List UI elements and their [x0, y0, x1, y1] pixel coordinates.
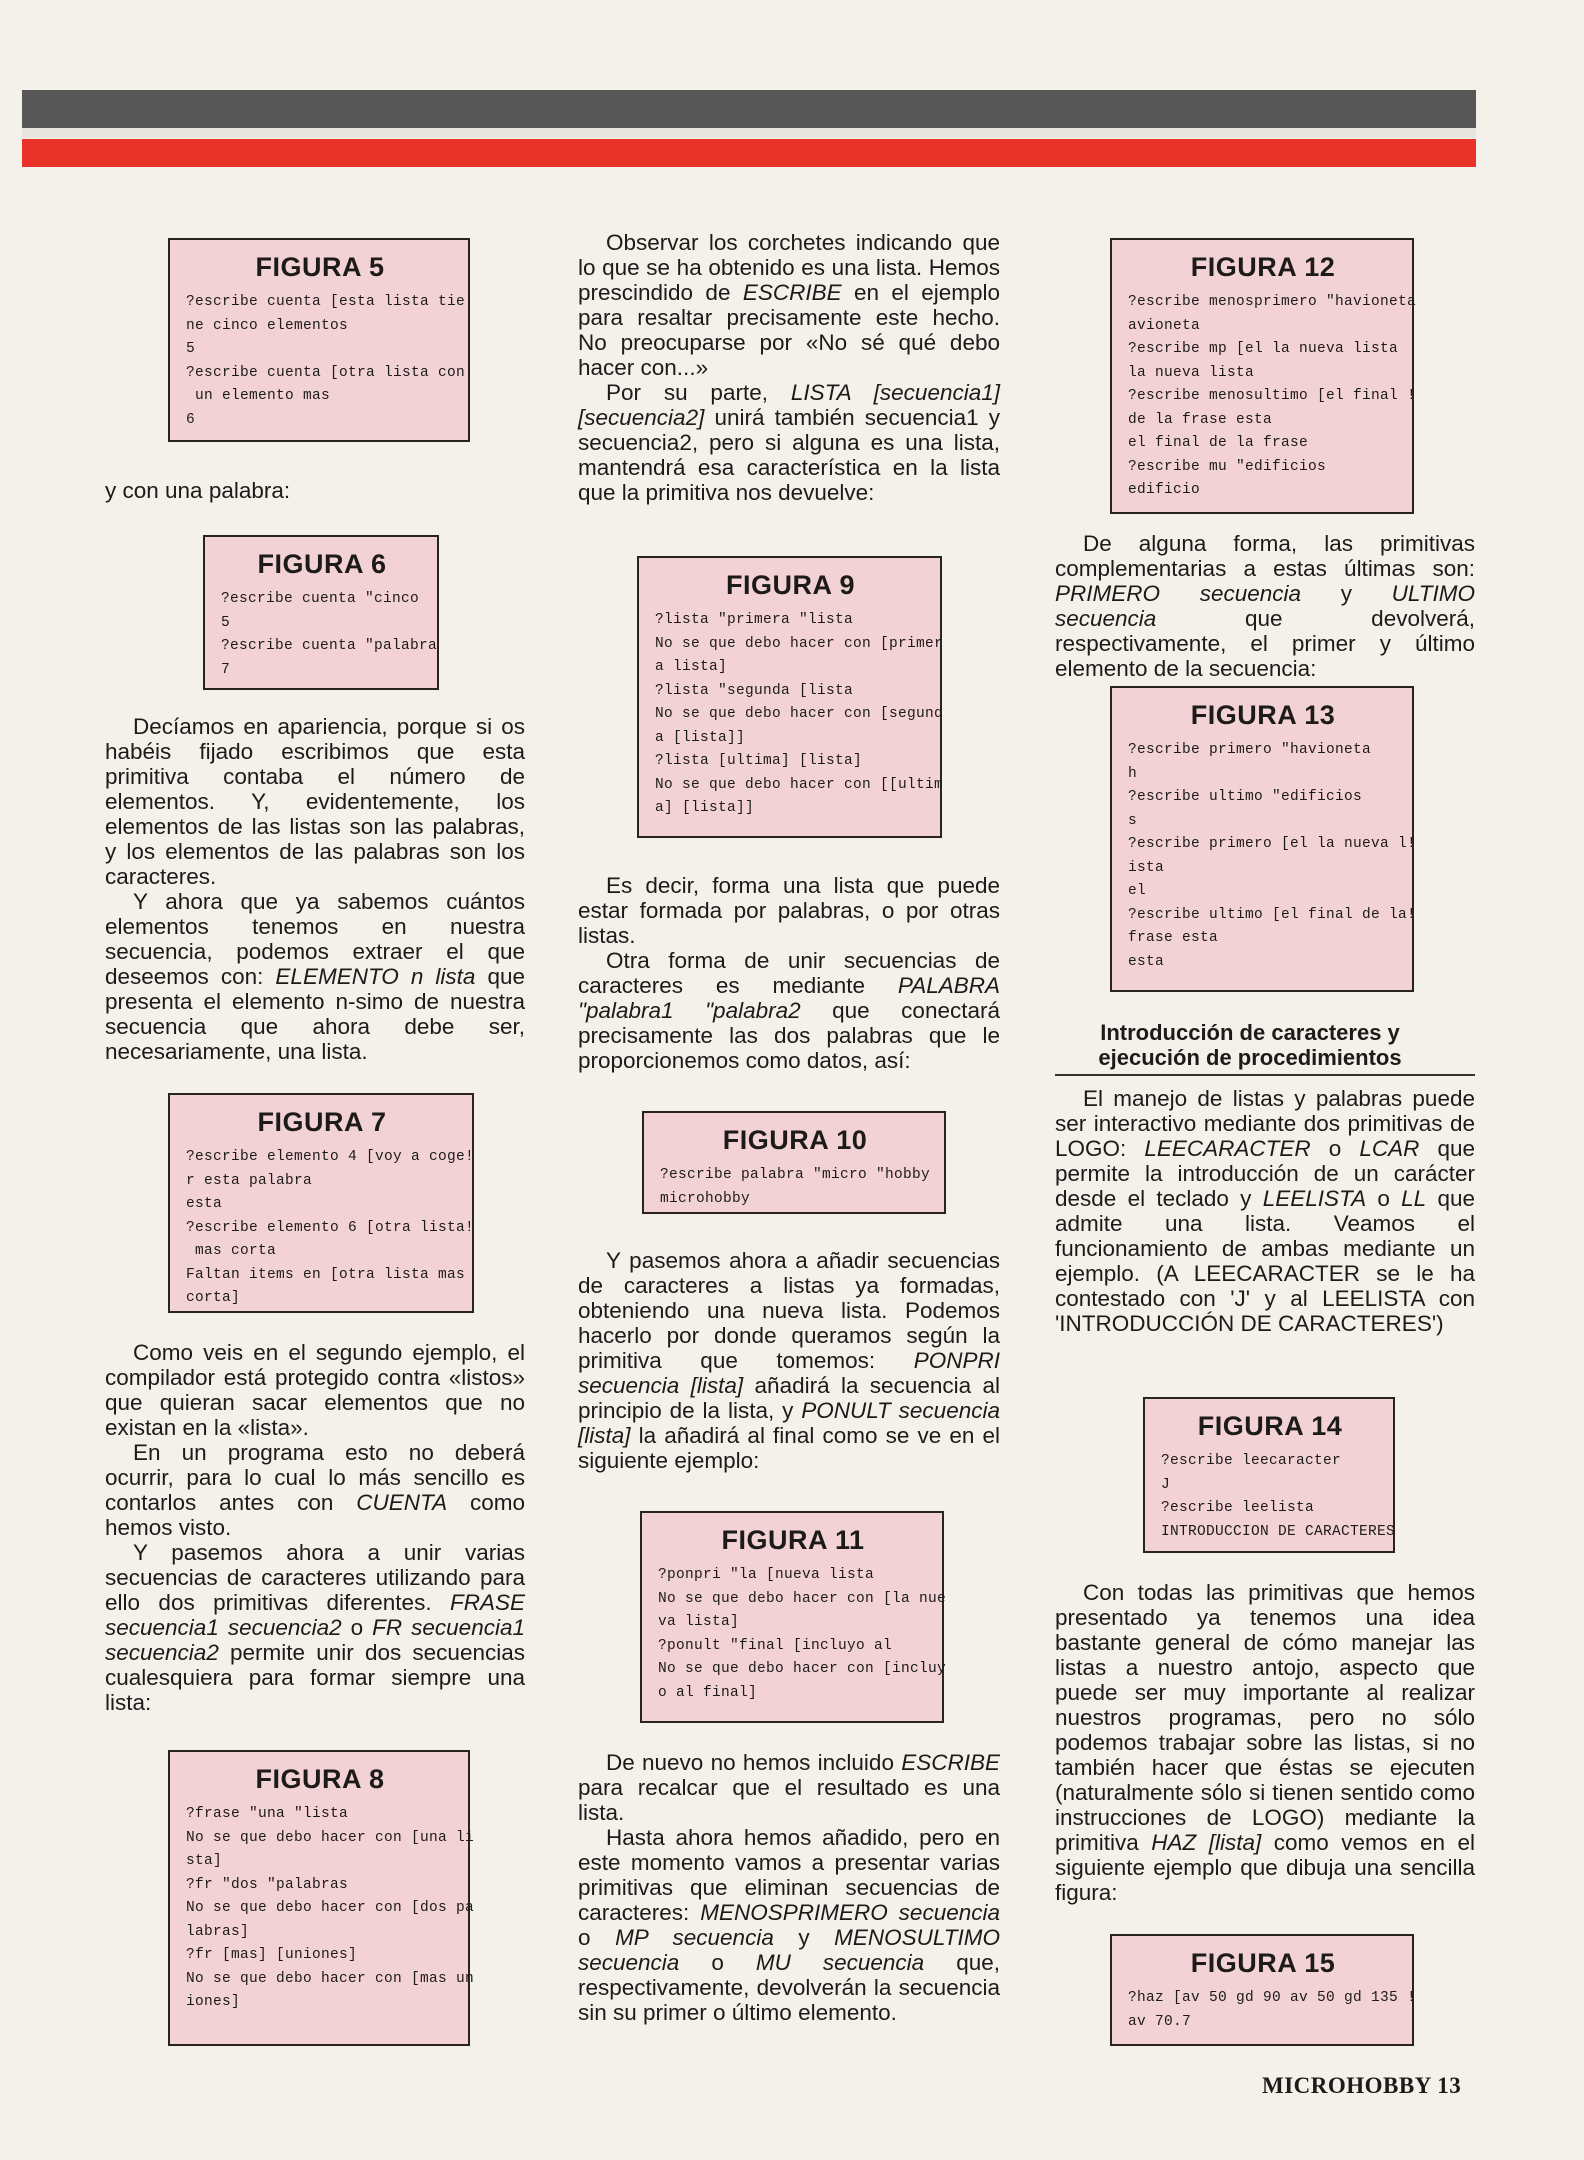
figure-title: FIGURA 14: [1197, 1411, 1343, 1441]
magazine-name: MICROHOBBY: [1262, 2073, 1431, 2098]
paragraph: Observar los corchetes indicando que lo que se ha obtenido es una lista. Hemos prescindido de ESCRIBE en el ejemplo para resaltar precisamente este hecho. No preocuparse por «No sé qué debo hacer con...»: [578, 230, 1000, 380]
header-band-gap: [0, 90, 22, 167]
figure-8: [168, 1750, 475, 2046]
header-band-light: [0, 128, 1476, 138]
paragraph: y con una palabra:: [105, 478, 291, 503]
paragraph: Otra forma de unir secuencias de caracteres es mediante PALABRA "palabra1 "palabra2 que conectará precisamente las dos palabras que le proporcionemos como datos, así:: [578, 948, 1000, 1073]
figure-code: ?lista "primera "lista No se que debo hacer con [primer a lista] ?lista "segunda [lista No se que debo hacer con [segund a [lista]] ?lista [ultima] [lista] No se que debo hacer con [[ultim a] [lista]]: [655, 612, 944, 816]
paragraph: Es decir, forma una lista que puede estar formada por palabras, o por otras listas.: [578, 873, 1000, 948]
col2-text-b: [578, 873, 1000, 1073]
paragraph: Y pasemos ahora a unir varias secuencias de caracteres utilizando para ello dos primitivas diferentes. FRASE secuencia1 secuencia2 o FR secuencia1 secuencia2 permite unir dos secuencias cualesquiera para formar siempre una lista:: [105, 1540, 525, 1715]
figure-13: [1110, 686, 1417, 992]
paragraph: El manejo de listas y palabras puede ser interactivo mediante dos primitivas de LOGO: LEECARACTER o LCAR que permite la introducción de un carácter desde el teclado y LEELISTA o LL que admite una lista. Veamos el funcionamiento de ambas mediante un ejemplo. (A LEECARACTER se le ha contestado con 'J' y al LEELISTA con 'INTRODUCCIÓN DE CARACTERES'): [1055, 1086, 1475, 1336]
figure-15: [1110, 1934, 1417, 2046]
col1-text-c: [105, 1340, 525, 1715]
page-number: 13: [1437, 2073, 1462, 2098]
figure-title: FIGURA 15: [1190, 1948, 1336, 1978]
paragraph: Y pasemos ahora a añadir secuencias de caracteres a listas ya formadas, obteniendo una nueva lista. Podemos hacerlo por donde queramos según la primitiva que tomemos: PONPRI secuencia [lista] añadirá la secuencia al principio de la lista, y PONULT secuencia [lista] la añadirá al final como se ve en el siguiente ejemplo:: [578, 1248, 1000, 1473]
figure-11: [640, 1511, 947, 1723]
header-band-gray: [0, 90, 1476, 128]
figure-5: [168, 238, 475, 442]
figure-code: ?escribe primero "havioneta h ?escribe ultimo "edificios s ?escribe primero [el la nueva l! ista el ?escribe ultimo [el final de la! frase esta esta: [1128, 742, 1417, 970]
figure-7: [168, 1093, 474, 1313]
col1-text-b: [105, 714, 525, 1064]
figure-14: [1143, 1397, 1395, 1553]
col3-text-c: [1055, 1580, 1475, 1905]
figure-code: ?escribe cuenta [esta lista tie! ne cinco elementos 5 ?escribe cuenta [otra lista con! un elemento mas 6: [186, 294, 475, 428]
figure-title: FIGURA 11: [721, 1525, 865, 1555]
figure-code: ?frase "una "lista No se que debo hacer con [una li sta] ?fr "dos "palabras No se que debo hacer con [dos pa labras] ?fr [mas] [uniones] No se que debo hacer con [mas un iones]: [186, 1806, 475, 2010]
header-band-red: [0, 139, 1476, 167]
figure-title: FIGURA 8: [255, 1764, 385, 1794]
paragraph: Como veis en el segundo ejemplo, el compilador está protegido contra «listos» que quieran sacar elementos que no existan en la «lista».: [105, 1340, 525, 1440]
figure-title: FIGURA 5: [255, 252, 385, 282]
figure-code: ?escribe menosprimero "havioneta avioneta ?escribe mp [el la nueva lista la nueva lista ?escribe menosultimo [el final ! de la frase esta el final de la frase ?escribe mu "edificios edificio: [1128, 294, 1417, 498]
figure-title: FIGURA 6: [257, 549, 387, 579]
page-footer: [1262, 2073, 1461, 2099]
paragraph: Por su parte, LISTA [secuencia1] [secuencia2] unirá también secuencia1 y secuencia2, pero si alguna es una lista, mantendrá esa característica en la lista que la primitiva nos devuelve:: [578, 380, 1000, 505]
paragraph: Con todas las primitivas que hemos presentado ya tenemos una idea bastante general de cómo manejar las listas a nuestro antojo, aspecto que puede ser muy importante al realizar nuestros programas, pero no sólo podemos trabajar sobre las listas, si no también hacer que éstas se ejecuten (naturalmente sólo si tienen sentido como instrucciones de LOGO) mediante la primitiva HAZ [lista] como vemos en el siguiente ejemplo que dibuja una sencilla figura:: [1055, 1580, 1475, 1905]
figure-10: [642, 1111, 946, 1214]
col2-text-c: [578, 1248, 1000, 1473]
figure-6: [203, 535, 439, 690]
paragraph: En un programa esto no deberá ocurrir, para lo cual lo más sencillo es contarlos antes con CUENTA como hemos visto.: [105, 1440, 525, 1540]
paragraph: De nuevo no hemos incluido ESCRIBE para recalcar que el resultado es una lista.: [578, 1750, 1000, 1825]
paragraph: Y ahora que ya sabemos cuántos elementos tenemos en nuestra secuencia, podemos extraer el que deseemos con: ELEMENTO n lista que presenta el elemento n-simo de nuestra secuencia que ahora debe ser, necesariamente, una lista.: [105, 889, 525, 1064]
col1-text-a: [105, 478, 525, 503]
figure-title: FIGURA 10: [722, 1125, 868, 1155]
figure-code: ?ponpri "la [nueva lista No se que debo hacer con [la nue va lista] ?ponult "final [incluyo al No se que debo hacer con [incluy o al final]: [658, 1567, 947, 1701]
col3-text-b: [1055, 1086, 1475, 1336]
figure-title: FIGURA 7: [257, 1107, 387, 1137]
paragraph: De alguna forma, las primitivas complementarias a estas últimas son: PRIMERO secuencia y ULTIMO secuencia que devolverá, respectivamente, el primer y último elemento de la secuencia:: [1055, 531, 1475, 681]
figure-code: ?escribe cuenta "cinco 5 ?escribe cuenta "palabra 7: [221, 591, 438, 678]
col2-text-d: [578, 1750, 1000, 2025]
figure-12: [1110, 238, 1417, 514]
paragraph: Decíamos en apariencia, porque si os habéis fijado escribimos que esta primitiva contaba el número de elementos. Y, evidentemente, los elementos de las listas son las palabras, y los elementos de las palabras son los caracteres.: [105, 714, 525, 889]
figure-title: FIGURA 9: [725, 570, 855, 600]
figure-title: FIGURA 13: [1190, 700, 1336, 730]
figure-code: ?haz [av 50 gd 90 av 50 gd 135 ! av 70.7: [1128, 1990, 1417, 2030]
paragraph: Hasta ahora hemos añadido, pero en este momento vamos a presentar varias primitivas que eliminan secuencias de caracteres: MENOSPRIMERO secuencia o MP secuencia y MENOSULTIMO secuencia o MU secuencia que, respectivamente, devolverán la secuencia sin su primer o último elemento.: [578, 1825, 1001, 2025]
col2-text-a: [578, 230, 1000, 505]
figure-code: ?escribe palabra "micro "hobby microhobby: [660, 1167, 931, 1207]
col3-text-a: [1055, 531, 1475, 681]
figure-code: ?escribe elemento 4 [voy a coge! r esta palabra esta ?escribe elemento 6 [otra lista! mas corta Faltan items en [otra lista mas corta]: [186, 1149, 475, 1306]
figure-title: FIGURA 12: [1190, 252, 1336, 282]
section-heading: Introducción de caracteres y ejecución de procedimientos: [1098, 1020, 1402, 1070]
figure-code: ?escribe leecaracter J ?escribe leelista INTRODUCCION DE CARACTERES: [1161, 1453, 1396, 1540]
figure-9: [637, 556, 942, 838]
heading-rule: [1055, 1074, 1475, 1076]
